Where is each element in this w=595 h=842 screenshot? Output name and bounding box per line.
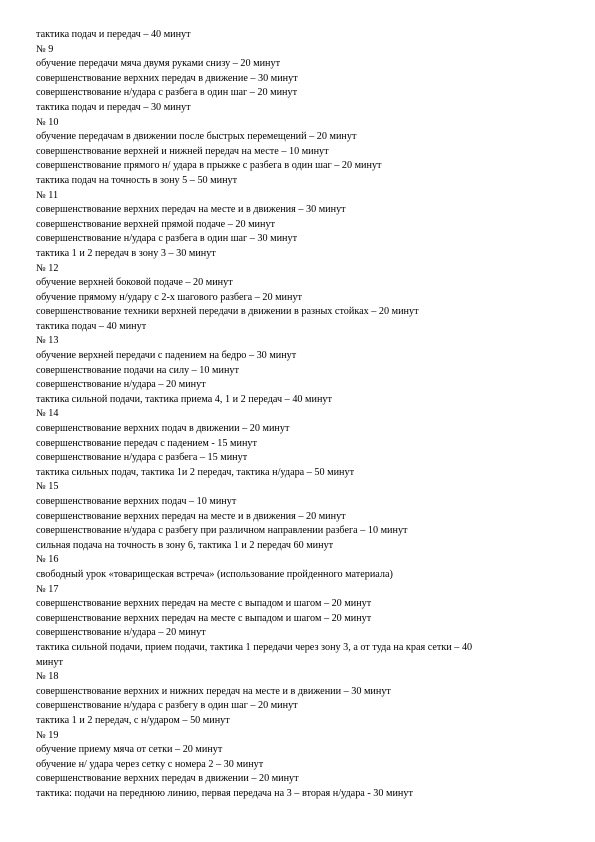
lesson-number: № 11: [36, 189, 59, 201]
text-line: обучение передачам в движении после быстрых перемещений – 20 минут: [36, 131, 357, 143]
text-line: совершенствование подачи на силу – 10 минут: [36, 364, 239, 376]
text-line: совершенствование прямого н/ удара в прыжке с разбега в один шаг – 20 минут: [36, 160, 382, 172]
text-line: тактика 1 и 2 передач в зону 3 – 30 минут: [36, 247, 216, 259]
text-line: тактика сильной подачи, тактика приема 4, 1 и 2 передач – 40 минут: [36, 393, 332, 405]
text-line: совершенствование верхней и нижней передач на месте – 10 минут: [36, 145, 329, 157]
lesson-number: № 15: [36, 481, 59, 493]
text-line: совершенствование передач с падением - 15 минут: [36, 437, 257, 449]
text-line: тактика 1 и 2 передач, с н/ударом – 50 минут: [36, 714, 230, 726]
text-line: обучение верхней передачи с падением на бедро – 30 минут: [36, 350, 297, 362]
text-line: совершенствование н/удара с разбега в один шаг – 30 минут: [36, 233, 298, 245]
text-line: свободный урок «товарищеская встреча» (использование пройденного материала): [36, 568, 393, 580]
text-line: обучение прямому н/удару с 2-х шагового разбега – 20 минут: [36, 291, 303, 303]
text-line: совершенствование н/удара с разбегу в один шаг – 20 минут: [36, 700, 298, 712]
text-line: тактика подач и передач – 40 минут: [36, 29, 191, 40]
text-line: совершенствование н/удара с разбега – 15 минут: [36, 452, 248, 464]
text-line: совершенствование верхних передач на месте и в движения – 20 минут: [36, 510, 346, 522]
text-line: обучение н/ удара через сетку с номера 2 – 30 минут: [36, 758, 264, 770]
text-line: совершенствование верхних передач в движение – 30 минут: [36, 72, 298, 84]
text-line: тактика подач – 40 минут: [36, 320, 147, 332]
text-line: тактика: подачи на переднюю линию, первая передача на 3 – вторая н/удара - 30 минут: [36, 787, 413, 799]
lesson-number: № 12: [36, 262, 59, 274]
document-page: [36, 28, 566, 801]
text-line: совершенствование н/удара – 20 минут: [36, 627, 206, 639]
lesson-number: № 17: [36, 583, 59, 595]
lesson-number: № 16: [36, 554, 59, 566]
text-line: совершенствование верхних подач в движении – 20 минут: [36, 423, 290, 435]
text-line: совершенствование верхних передач в движении – 20 минут: [36, 773, 299, 785]
text-line: совершенствование верхних передач на месте и в движения – 30 минут: [36, 204, 346, 216]
text-line: совершенствование верхних передач на месте с выпадом и шагом – 20 минут: [36, 612, 372, 624]
text-line: минут: [36, 656, 63, 668]
lesson-number: № 18: [36, 671, 59, 683]
text-line: обучение верхней боковой подаче – 20 минут: [36, 277, 233, 289]
lesson-number: № 10: [36, 116, 59, 128]
text-line: совершенствование н/удара с разбегу при различном направлении разбега – 10 минут: [36, 525, 408, 537]
text-line: тактика сильных подач, тактика 1и 2 передач, тактика н/удара – 50 минут: [36, 466, 355, 478]
lesson-number: № 19: [36, 729, 59, 741]
lesson-number: № 13: [36, 335, 59, 347]
text-line: совершенствование верхних подач – 10 минут: [36, 496, 237, 507]
text-line: совершенствование верхних передач на месте с выпадом и шагом – 20 минут: [36, 598, 372, 610]
text-line: совершенствование техники верхней передачи в движении в разных стойках – 20 минут: [36, 306, 419, 318]
text-line: сильная подача на точность в зону 6, тактика 1 и 2 передач 60 минут: [36, 539, 334, 551]
text-line: тактика подач и передач – 30 минут: [36, 101, 191, 113]
lesson-number: № 14: [36, 408, 59, 420]
text-line: совершенствование верхней прямой подаче – 20 минут: [36, 218, 275, 230]
text-line: совершенствование н/удара – 20 минут: [36, 379, 206, 391]
text-line: совершенствование н/удара с разбега в один шаг – 20 минут: [36, 87, 298, 99]
lesson-number: № 9: [36, 43, 54, 55]
text-line: совершенствование верхних и нижних передач на месте и в движении – 30 минут: [36, 685, 391, 697]
text-line: обучение приему мяча от сетки – 20 минут: [36, 744, 223, 756]
text-line: тактика подач на точность в зону 5 – 50 минут: [36, 174, 238, 186]
text-line: тактика сильной подачи, прием подачи, тактика 1 передачи через зону 3, а от туда на края сетки – 40: [36, 641, 473, 653]
text-line: обучение передачи мяча двумя руками снизу – 20 минут: [36, 58, 281, 70]
